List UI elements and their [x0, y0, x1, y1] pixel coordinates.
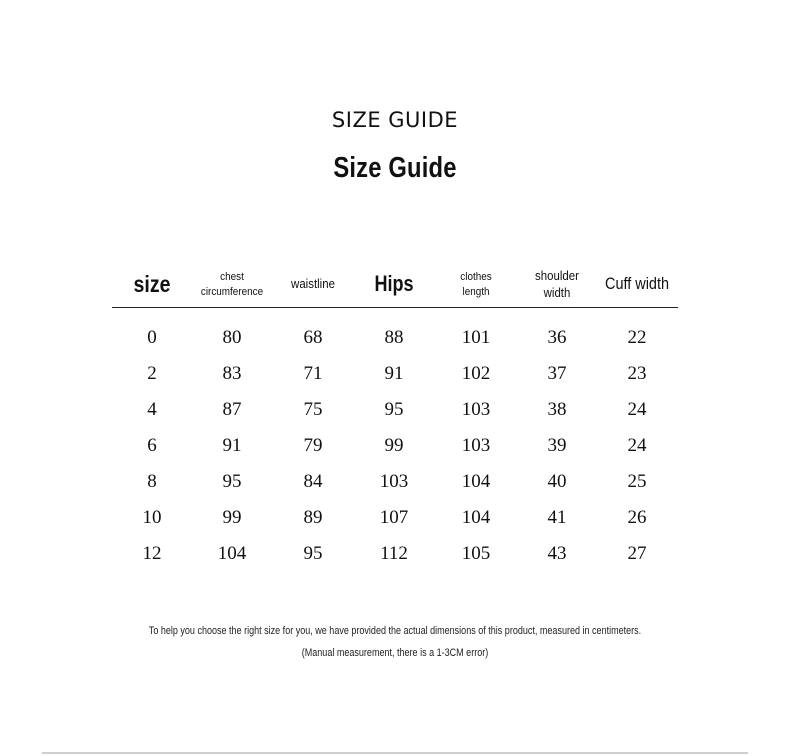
- table-body: [112, 320, 678, 572]
- cell-waist: 68: [303, 327, 323, 348]
- cell-cuff: 26: [627, 507, 647, 528]
- cell-length: 102: [461, 363, 491, 384]
- table-row: [112, 428, 678, 464]
- header-shoulder-width: [518, 268, 596, 302]
- cell-waist: 95: [303, 543, 323, 564]
- header-label: waistline: [291, 276, 335, 292]
- cell-hips: 88: [384, 327, 404, 348]
- cell-cuff: 24: [627, 399, 647, 420]
- header-size: [112, 270, 192, 300]
- cell-waist: 79: [303, 435, 323, 456]
- cell-cuff: 27: [627, 543, 647, 564]
- cell-shoulder: 43: [547, 543, 567, 564]
- cell-chest: 99: [222, 507, 242, 528]
- header-label: Cuff width: [605, 274, 669, 294]
- size-table: [112, 262, 678, 572]
- cell-size: 2: [147, 363, 157, 384]
- header-label: size: [133, 270, 171, 297]
- cell-shoulder: 40: [547, 471, 567, 492]
- cell-size: 6: [147, 435, 157, 456]
- cell-length: 104: [461, 471, 491, 492]
- cell-hips: 99: [384, 435, 404, 456]
- cell-chest: 80: [222, 327, 242, 348]
- header-label: length: [462, 285, 490, 298]
- cell-length: 104: [461, 507, 491, 528]
- cell-cuff: 22: [627, 327, 647, 348]
- cell-chest: 83: [222, 363, 242, 384]
- bottom-divider: [42, 752, 748, 754]
- cell-shoulder: 41: [547, 507, 567, 528]
- cell-chest: 104: [217, 543, 247, 564]
- cell-shoulder: 39: [547, 435, 567, 456]
- header-clothes-length: [434, 270, 518, 299]
- cell-size: 0: [147, 327, 157, 348]
- cell-hips: 112: [380, 543, 408, 564]
- cell-chest: 87: [222, 399, 242, 420]
- cell-waist: 71: [303, 363, 323, 384]
- header-hips: [354, 270, 434, 299]
- cell-waist: 84: [303, 471, 323, 492]
- error-note: (Manual measurement, there is a 1-3CM error): [301, 647, 489, 659]
- header-label: shoulder: [535, 267, 579, 283]
- cell-hips: 107: [379, 507, 409, 528]
- cell-shoulder: 38: [547, 399, 567, 420]
- header-waistline: [272, 276, 354, 293]
- cell-shoulder: 36: [547, 327, 567, 348]
- header-chest-circumference: [192, 270, 272, 299]
- cell-length: 105: [461, 543, 491, 564]
- cell-waist: 75: [303, 399, 323, 420]
- header-label: width: [543, 284, 571, 300]
- table-row: [112, 356, 678, 392]
- cell-size: 10: [142, 507, 162, 528]
- measurement-note: To help you choose the right size for you, we have provided the actual dimensions of this product, measured in centimeters.: [148, 625, 642, 637]
- cell-length: 101: [461, 327, 491, 348]
- table-row: [112, 392, 678, 428]
- header-label: Hips: [374, 271, 414, 297]
- cell-hips: 91: [384, 363, 404, 384]
- cell-size: 12: [142, 543, 162, 564]
- cell-shoulder: 37: [547, 363, 567, 384]
- table-row: [112, 536, 678, 572]
- cell-cuff: 23: [627, 363, 647, 384]
- cell-chest: 91: [222, 435, 242, 456]
- header-label: circumference: [200, 285, 264, 298]
- cell-cuff: 25: [627, 471, 647, 492]
- cell-cuff: 24: [627, 435, 647, 456]
- page-title: SIZE GUIDE: [331, 108, 459, 132]
- cell-length: 103: [461, 435, 491, 456]
- table-row: [112, 320, 678, 356]
- cell-hips: 103: [379, 471, 409, 492]
- header-label: chest: [220, 271, 244, 284]
- table-header: [112, 262, 678, 308]
- cell-waist: 89: [303, 507, 323, 528]
- page-subtitle: Size Guide: [333, 152, 457, 184]
- header-label: clothes: [460, 271, 492, 284]
- cell-chest: 95: [222, 471, 242, 492]
- cell-size: 8: [147, 471, 157, 492]
- cell-length: 103: [461, 399, 491, 420]
- cell-hips: 95: [384, 399, 404, 420]
- table-row: [112, 500, 678, 536]
- table-row: [112, 464, 678, 500]
- cell-size: 4: [147, 399, 157, 420]
- header-cuff-width: [596, 273, 678, 295]
